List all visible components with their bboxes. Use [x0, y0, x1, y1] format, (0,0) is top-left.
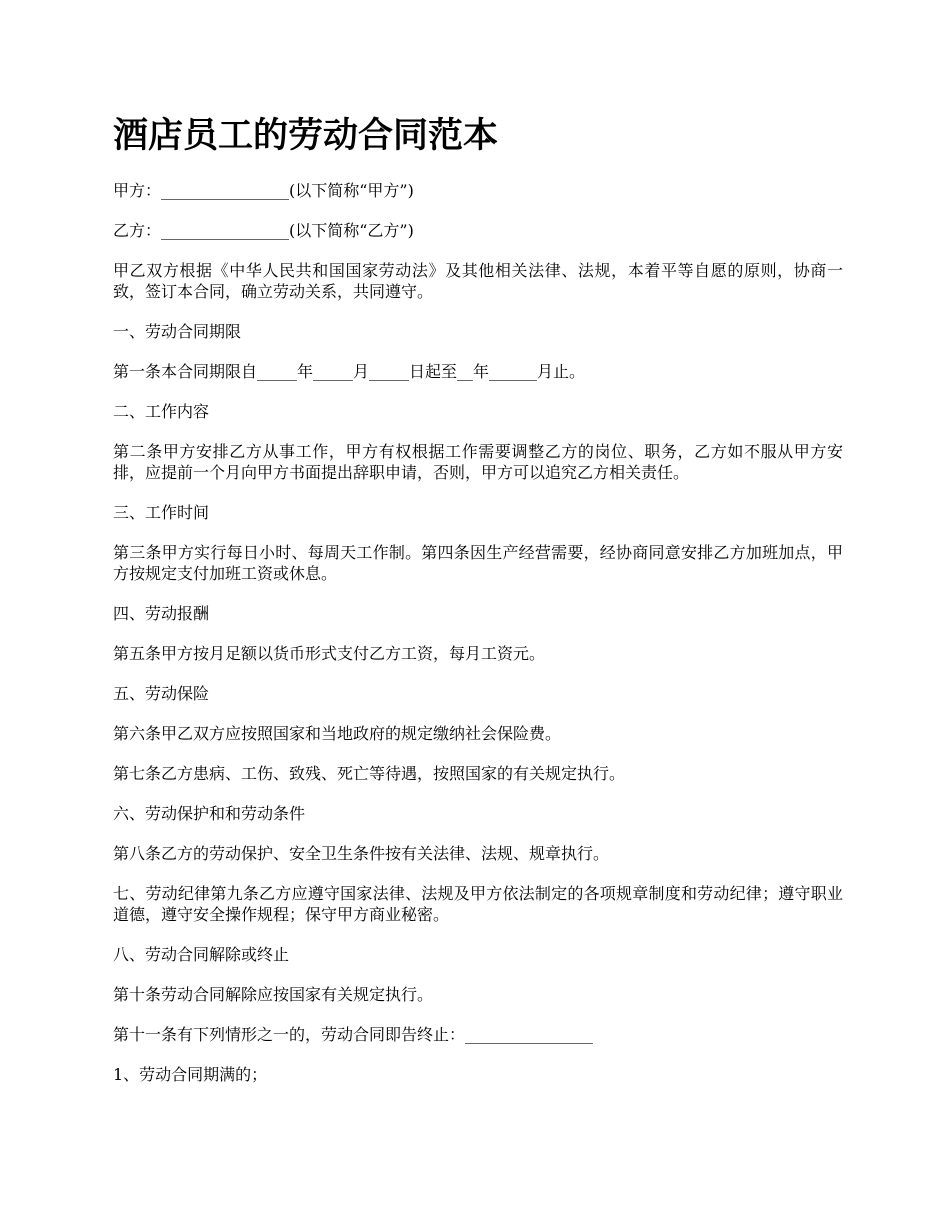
article-7: 第七条乙方患病、工伤、致残、死亡等待遇，按照国家的有关规定执行。: [113, 764, 626, 783]
article-2: 第二条甲方安排乙方从事工作，甲方有权根据工作需要调整乙方的岗位、职务，乙方如不服从甲方安排，应提前一个月向甲方书面提出辞职申请，否则，甲方可以追究乙方相关责任。: [113, 442, 843, 482]
preamble-paragraph: 甲乙双方根据《中华人民共和国国家劳动法》及其他相关法律、法规，本着平等自愿的原则，协商一致，签订本合同，确立劳动关系，共同遵守。: [113, 261, 843, 301]
section-heading-termination: 八、劳动合同解除或终止: [113, 945, 290, 964]
article-8: 第八条乙方的劳动保护、安全卫生条件按有关法律、法规、规章执行。: [113, 844, 610, 863]
section-discipline-article-9: 七、劳动纪律第九条乙方应遵守国家法律、法规及甲方依法制定的各项规章制度和劳动纪律；遵守职业道德，遵守安全操作规程；保守甲方商业秘密。: [113, 884, 843, 924]
article-6: 第六条甲乙双方应按照国家和当地政府的规定缴纳社会保险费。: [113, 724, 562, 743]
section-heading-insurance: 五、劳动保险: [113, 684, 210, 703]
party-a-line: 甲方：________________(以下简称“甲方”): [113, 181, 414, 200]
list-item-1: 1、劳动合同期满的；: [113, 1065, 268, 1084]
article-5: 第五条甲方按月足额以货币形式支付乙方工资，每月工资元。: [113, 644, 546, 663]
section-heading-protection: 六、劳动保护和和劳动条件: [113, 804, 306, 823]
article-10: 第十条劳动合同解除应按国家有关规定执行。: [113, 985, 434, 1004]
party-b-line: 乙方：________________(以下简称“乙方”): [113, 221, 414, 240]
section-heading-work-content: 二、工作内容: [113, 402, 210, 421]
section-heading-term: 一、劳动合同期限: [113, 322, 242, 341]
section-heading-work-hours: 三、工作时间: [113, 503, 210, 522]
document-title: 酒店员工的劳动合同范本: [113, 116, 499, 156]
article-11: 第十一条有下列情形之一的，劳动合同即告终止：________________: [113, 1025, 594, 1044]
section-heading-remuneration: 四、劳动报酬: [113, 604, 210, 623]
document-page: [113, 112, 843, 1104]
article-3-4: 第三条甲方实行每日小时、每周天工作制。第四条因生产经营需要，经协商同意安排乙方加班加点，甲方按规定支付加班工资或休息。: [113, 543, 843, 583]
article-1: 第一条本合同期限自_____年_____月_____日起至__年______月止。: [113, 362, 586, 381]
